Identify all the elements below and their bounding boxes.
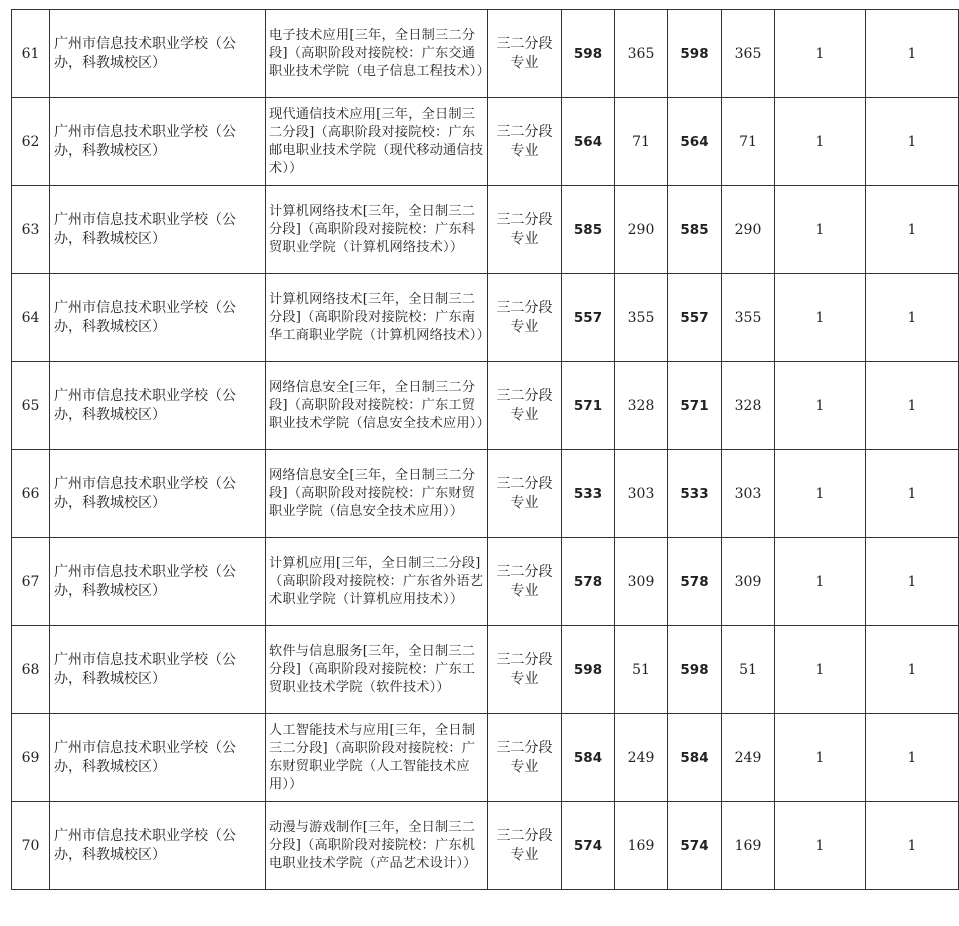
table-row [12,626,959,714]
rank-b: 169 [722,802,775,890]
score-b: 585 [668,186,722,274]
rank-b: 365 [722,10,775,98]
count-b: 1 [866,10,959,98]
school-name: 广州市信息技术职业学校（公办，科教城校区） [50,98,266,186]
score-b: 584 [668,714,722,802]
score-a: 564 [562,98,615,186]
enrollment-type-line1: 三二分段 [496,475,553,492]
enrollment-type-line2: 专业 [510,318,539,335]
score-a: 584 [562,714,615,802]
rank-a: 303 [615,450,668,538]
score-a: 598 [562,626,615,714]
score-a: 598 [562,10,615,98]
enrollment-type [488,450,562,538]
enrollment-type [488,538,562,626]
enrollment-type-line1: 三二分段 [496,123,553,140]
score-b: 578 [668,538,722,626]
count-b: 1 [866,538,959,626]
rank-a: 71 [615,98,668,186]
enrollment-type-line1: 三二分段 [496,299,553,316]
rank-b: 355 [722,274,775,362]
rank-b: 71 [722,98,775,186]
school-name: 广州市信息技术职业学校（公办，科教城校区） [50,450,266,538]
count-a: 1 [775,362,866,450]
row-number: 61 [12,10,50,98]
table-row [12,98,959,186]
count-a: 1 [775,538,866,626]
row-number: 66 [12,450,50,538]
enrollment-type-line2: 专业 [510,670,539,687]
enrollment-type-line2: 专业 [510,494,539,511]
rank-b: 51 [722,626,775,714]
count-a: 1 [775,98,866,186]
score-b: 533 [668,450,722,538]
table-body [12,10,959,890]
count-b: 1 [866,802,959,890]
count-a: 1 [775,274,866,362]
major-description: 电子技术应用[三年，全日制三二分段]（高职阶段对接院校：广东交通职业技术学院（电子信息工程技术）） [266,10,488,98]
rank-a: 355 [615,274,668,362]
major-description: 动漫与游戏制作[三年，全日制三二分段]（高职阶段对接院校：广东机电职业技术学院（产品艺术设计）） [266,802,488,890]
enrollment-type-line1: 三二分段 [496,563,553,580]
school-name: 广州市信息技术职业学校（公办，科教城校区） [50,362,266,450]
count-b: 1 [866,450,959,538]
enrollment-type [488,186,562,274]
row-number: 65 [12,362,50,450]
enrollment-type-line2: 专业 [510,54,539,71]
count-b: 1 [866,714,959,802]
table-row [12,274,959,362]
enrollment-type [488,714,562,802]
school-name: 广州市信息技术职业学校（公办，科教城校区） [50,10,266,98]
enrollment-type [488,10,562,98]
count-a: 1 [775,186,866,274]
score-a: 571 [562,362,615,450]
rank-b: 328 [722,362,775,450]
school-name: 广州市信息技术职业学校（公办，科教城校区） [50,714,266,802]
count-a: 1 [775,450,866,538]
score-b: 564 [668,98,722,186]
table-row [12,362,959,450]
score-b: 598 [668,626,722,714]
count-a: 1 [775,626,866,714]
school-name: 广州市信息技术职业学校（公办，科教城校区） [50,626,266,714]
major-description: 计算机应用[三年，全日制三二分段]（高职阶段对接院校：广东省外语艺术职业学院（计算机应用技术）） [266,538,488,626]
school-name: 广州市信息技术职业学校（公办，科教城校区） [50,802,266,890]
enrollment-type-line1: 三二分段 [496,739,553,756]
major-description: 人工智能技术与应用[三年，全日制三二分段]（高职阶段对接院校：广东财贸职业学院（人工智能技术应用）） [266,714,488,802]
table-row [12,10,959,98]
enrollment-type-line1: 三二分段 [496,651,553,668]
rank-a: 290 [615,186,668,274]
count-a: 1 [775,10,866,98]
table-row [12,450,959,538]
major-description: 计算机网络技术[三年，全日制三二分段]（高职阶段对接院校：广东南华工商职业学院（计算机网络技术）） [266,274,488,362]
rank-a: 51 [615,626,668,714]
score-a: 585 [562,186,615,274]
major-description: 软件与信息服务[三年，全日制三二分段]（高职阶段对接院校：广东工贸职业技术学院（软件技术）） [266,626,488,714]
row-number: 68 [12,626,50,714]
enrollment-type-line2: 专业 [510,230,539,247]
count-b: 1 [866,362,959,450]
table-row [12,186,959,274]
row-number: 67 [12,538,50,626]
score-b: 574 [668,802,722,890]
major-description: 网络信息安全[三年，全日制三二分段]（高职阶段对接院校：广东财贸职业学院（信息安全技术应用）） [266,450,488,538]
table-row [12,538,959,626]
score-b: 598 [668,10,722,98]
major-description: 计算机网络技术[三年，全日制三二分段]（高职阶段对接院校：广东科贸职业学院（计算机网络技术）） [266,186,488,274]
admission-table [11,9,959,890]
count-a: 1 [775,714,866,802]
enrollment-type-line1: 三二分段 [496,35,553,52]
score-a: 578 [562,538,615,626]
score-b: 571 [668,362,722,450]
count-b: 1 [866,626,959,714]
enrollment-type-line2: 专业 [510,406,539,423]
rank-a: 249 [615,714,668,802]
major-description: 现代通信技术应用[三年，全日制三二分段]（高职阶段对接院校：广东邮电职业技术学院（现代移动通信技术）） [266,98,488,186]
admission-table-container [11,9,917,917]
count-b: 1 [866,274,959,362]
enrollment-type-line1: 三二分段 [496,387,553,404]
rank-a: 365 [615,10,668,98]
enrollment-type-line1: 三二分段 [496,211,553,228]
school-name: 广州市信息技术职业学校（公办，科教城校区） [50,186,266,274]
enrollment-type [488,362,562,450]
enrollment-type-line2: 专业 [510,582,539,599]
school-name: 广州市信息技术职业学校（公办，科教城校区） [50,538,266,626]
rank-a: 309 [615,538,668,626]
table-row [12,802,959,890]
score-a: 533 [562,450,615,538]
rank-a: 328 [615,362,668,450]
enrollment-type [488,98,562,186]
count-a: 1 [775,802,866,890]
enrollment-type-line2: 专业 [510,142,539,159]
score-b: 557 [668,274,722,362]
rank-a: 169 [615,802,668,890]
enrollment-type [488,802,562,890]
enrollment-type-line2: 专业 [510,846,539,863]
rank-b: 249 [722,714,775,802]
count-b: 1 [866,98,959,186]
score-a: 574 [562,802,615,890]
row-number: 64 [12,274,50,362]
school-name: 广州市信息技术职业学校（公办，科教城校区） [50,274,266,362]
enrollment-type-line1: 三二分段 [496,827,553,844]
rank-b: 290 [722,186,775,274]
enrollment-type [488,626,562,714]
row-number: 62 [12,98,50,186]
enrollment-type [488,274,562,362]
rank-b: 303 [722,450,775,538]
major-description: 网络信息安全[三年，全日制三二分段]（高职阶段对接院校：广东工贸职业技术学院（信息安全技术应用）） [266,362,488,450]
table-row [12,714,959,802]
rank-b: 309 [722,538,775,626]
enrollment-type-line2: 专业 [510,758,539,775]
count-b: 1 [866,186,959,274]
row-number: 69 [12,714,50,802]
score-a: 557 [562,274,615,362]
row-number: 70 [12,802,50,890]
row-number: 63 [12,186,50,274]
